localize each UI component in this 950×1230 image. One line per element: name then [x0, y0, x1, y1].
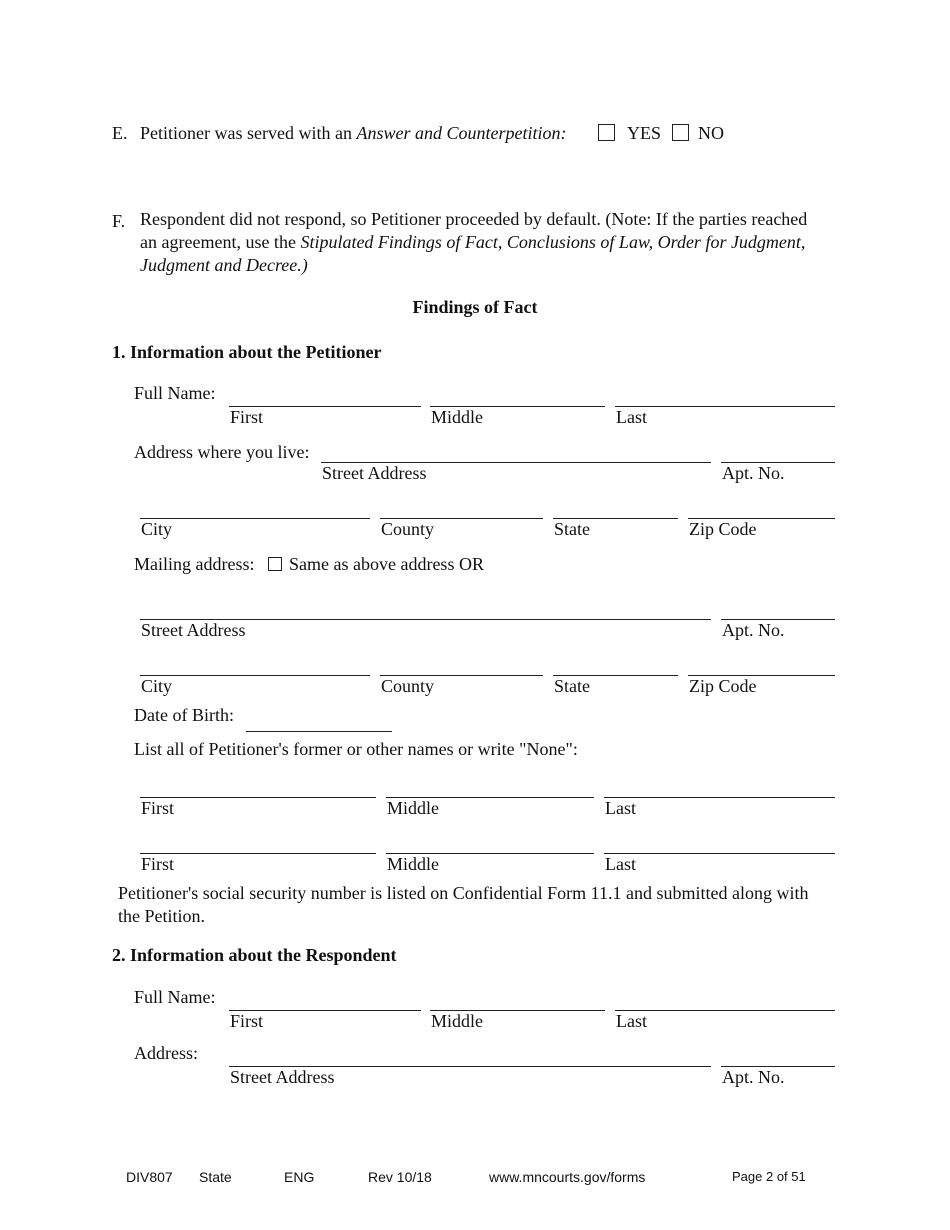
item-e-letter: E.: [112, 123, 128, 143]
footer-page-number: Page 2 of 51: [732, 1169, 806, 1184]
petitioner-zip-caption: Zip Code: [689, 519, 757, 539]
item-f-line-3: Judgment and Decree.): [140, 255, 308, 275]
petitioner-first-caption: First: [230, 407, 264, 427]
item-f-line-2-prefix: an agreement, use the: [140, 232, 296, 252]
item-e-text-italic: Answer and Counterpetition:: [356, 123, 567, 143]
mailing-county-caption: County: [381, 676, 435, 696]
respondent-middle-caption: Middle: [431, 1011, 483, 1031]
former-name-2-last-line[interactable]: [604, 853, 835, 854]
respondent-full-name-label: Full Name:: [134, 987, 216, 1007]
footer-state: State: [199, 1169, 232, 1185]
item-f-line-2: [140, 231, 840, 254]
former-name-2-middle-caption: Middle: [387, 854, 439, 874]
footer-revision: Rev 10/18: [368, 1169, 432, 1185]
item-f-line-1: Respondent did not respond, so Petitioner proceeded by default. (Note: If the parties reached: [140, 209, 808, 229]
respondent-apt-caption: Apt. No.: [722, 1067, 785, 1087]
petitioner-last-name-line[interactable]: [615, 406, 835, 407]
mailing-address-label: Mailing address:: [134, 554, 255, 574]
former-name-1-middle-caption: Middle: [387, 798, 439, 818]
former-name-1-last-caption: Last: [605, 798, 636, 818]
item-f-line-2-italic: Stipulated Findings of Fact, Conclusions of Law, Order for Judgment,: [300, 232, 806, 252]
petitioner-section-heading: 1. Information about the Petitioner: [112, 342, 382, 362]
respondent-last-caption: Last: [616, 1011, 647, 1031]
petitioner-middle-caption: Middle: [431, 407, 483, 427]
respondent-last-name-line[interactable]: [615, 1010, 835, 1011]
item-e-text: [140, 124, 566, 142]
petitioner-city-line[interactable]: [140, 518, 370, 519]
former-name-1-last-line[interactable]: [604, 797, 835, 798]
mailing-city-caption: City: [141, 676, 173, 696]
dob-label: Date of Birth:: [134, 705, 234, 725]
petitioner-full-name-label: Full Name:: [134, 383, 216, 403]
mailing-street-caption: Street Address: [141, 620, 246, 640]
petitioner-county-caption: County: [381, 519, 435, 539]
item-f-paragraph: [140, 208, 840, 277]
answer-served-yes-checkbox[interactable]: [598, 124, 615, 141]
petitioner-street-caption: Street Address: [322, 463, 427, 483]
respondent-street-caption: Street Address: [230, 1067, 335, 1087]
mailing-state-caption: State: [554, 676, 590, 696]
same-as-above-checkbox[interactable]: [268, 557, 282, 571]
former-name-2-first-caption: First: [141, 854, 175, 874]
mailing-apt-caption: Apt. No.: [722, 620, 785, 640]
former-name-2-last-caption: Last: [605, 854, 636, 874]
petitioner-apt-caption: Apt. No.: [722, 463, 785, 483]
footer-url[interactable]: www.mncourts.gov/forms: [489, 1169, 646, 1185]
former-name-1-first-caption: First: [141, 798, 175, 818]
mailing-zip-caption: Zip Code: [689, 676, 757, 696]
ssn-paragraph: [118, 882, 838, 928]
former-name-1-first-line[interactable]: [140, 797, 376, 798]
ssn-line-1: Petitioner's social security number is listed on Confidential Form 11.1 and submitted along with: [118, 883, 809, 903]
respondent-first-caption: First: [230, 1011, 264, 1031]
ssn-line-2: the Petition.: [118, 906, 205, 926]
same-as-above-label: Same as above address OR: [289, 554, 484, 574]
mailing-city-line[interactable]: [140, 675, 370, 676]
answer-served-yes-label: YES: [627, 123, 662, 143]
petitioner-city-caption: City: [141, 519, 173, 539]
former-name-2-first-line[interactable]: [140, 853, 376, 854]
findings-of-fact-heading: Findings of Fact: [412, 297, 538, 317]
footer-language: ENG: [284, 1169, 315, 1185]
answer-served-no-checkbox[interactable]: [672, 124, 689, 141]
petitioner-state-caption: State: [554, 519, 590, 539]
item-f-letter: F.: [112, 211, 126, 231]
petitioner-address-label: Address where you live:: [134, 442, 310, 462]
petitioner-last-caption: Last: [616, 407, 647, 427]
respondent-section-heading: 2. Information about the Respondent: [112, 945, 397, 965]
footer-form-number: DIV807: [126, 1169, 173, 1185]
former-names-label: List all of Petitioner's former or other names or write "None":: [134, 739, 578, 759]
respondent-address-label: Address:: [134, 1043, 198, 1063]
item-e-text-plain: Petitioner was served with an: [140, 123, 352, 143]
dob-line[interactable]: [246, 731, 392, 732]
answer-served-no-label: NO: [698, 123, 724, 143]
